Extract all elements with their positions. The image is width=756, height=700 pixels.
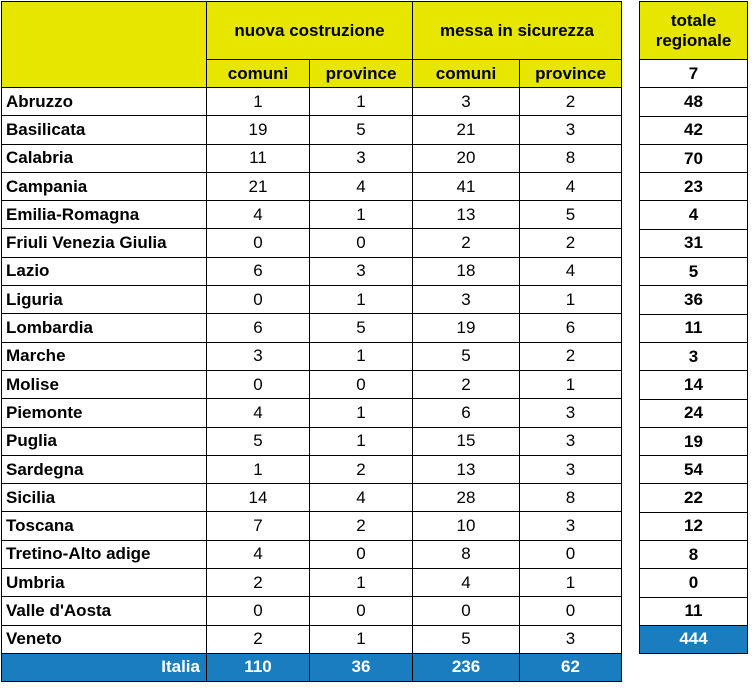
total-ms-province: 62: [520, 653, 622, 681]
totale-regionale-value: 7: [640, 60, 748, 88]
region-name: Sicilia: [2, 484, 207, 512]
ms-province-value: 6: [520, 314, 622, 342]
ms-province-value: 1: [520, 286, 622, 314]
nc-comuni-value: 7: [207, 512, 310, 540]
nc-province-value: 0: [310, 540, 413, 568]
ms-comuni-value: 8: [413, 540, 520, 568]
table-row: [2, 512, 622, 540]
region-name: Friuli Venezia Giulia: [2, 229, 207, 257]
table-row: [2, 257, 622, 285]
nc-comuni-value: 4: [207, 399, 310, 427]
totale-regionale-value: 42: [640, 116, 748, 144]
region-header-cell: [2, 2, 207, 88]
table-row: [2, 88, 622, 116]
grand-total-row: [640, 625, 748, 653]
nc-comuni-value: 6: [207, 257, 310, 285]
totale-regionale-value: 11: [640, 597, 748, 625]
ms-province-value: 4: [520, 257, 622, 285]
region-name: Campania: [2, 172, 207, 200]
nc-province-value: 1: [310, 399, 413, 427]
table-row: [2, 172, 622, 200]
total-row: [640, 456, 748, 484]
ms-comuni-value: 10: [413, 512, 520, 540]
total-row: [640, 258, 748, 286]
nc-province-value: 1: [310, 201, 413, 229]
table-row: [2, 201, 622, 229]
nc-comuni-value: 0: [207, 370, 310, 398]
region-name: Marche: [2, 342, 207, 370]
nc-comuni-value: 19: [207, 116, 310, 144]
region-name: Veneto: [2, 625, 207, 653]
table-row: [2, 370, 622, 398]
total-row: [640, 484, 748, 512]
ms-province-value: 8: [520, 484, 622, 512]
table-row: [2, 144, 622, 172]
total-row: [640, 116, 748, 144]
nc-province-value: 1: [310, 625, 413, 653]
ms-province-value: 0: [520, 597, 622, 625]
region-name: Umbria: [2, 569, 207, 597]
ms-comuni-value: 2: [413, 229, 520, 257]
header-totale-regionale: [640, 2, 748, 60]
total-row: [640, 229, 748, 257]
nc-comuni-value: 5: [207, 427, 310, 455]
header-totale-line2: regionale: [655, 30, 732, 50]
nc-comuni-value: 0: [207, 597, 310, 625]
ms-comuni-value: 3: [413, 88, 520, 116]
nc-comuni-value: 4: [207, 540, 310, 568]
totale-regionale-value: 70: [640, 144, 748, 172]
table-row: [2, 597, 622, 625]
totale-regionale-value: 5: [640, 258, 748, 286]
total-row: [640, 512, 748, 540]
nc-comuni-value: 6: [207, 314, 310, 342]
nc-comuni-value: 3: [207, 342, 310, 370]
total-row: [640, 597, 748, 625]
region-name: Basilicata: [2, 116, 207, 144]
total-row: [640, 427, 748, 455]
ms-province-value: 0: [520, 540, 622, 568]
table-row: [2, 569, 622, 597]
totale-regionale-value: 31: [640, 229, 748, 257]
nc-comuni-value: 1: [207, 88, 310, 116]
total-row: [640, 371, 748, 399]
header-messa-in-sicurezza: messa in sicurezza: [413, 2, 622, 60]
ms-comuni-value: 41: [413, 172, 520, 200]
ms-comuni-value: 5: [413, 625, 520, 653]
table-row: [2, 116, 622, 144]
grand-total-value: 444: [640, 625, 748, 653]
total-row: [640, 144, 748, 172]
ms-province-value: 4: [520, 172, 622, 200]
subheader-nc-comuni: comuni: [207, 60, 310, 88]
ms-province-value: 2: [520, 229, 622, 257]
ms-comuni-value: 21: [413, 116, 520, 144]
nc-province-value: 1: [310, 286, 413, 314]
nc-comuni-value: 0: [207, 229, 310, 257]
table-row: [2, 427, 622, 455]
ms-comuni-value: 18: [413, 257, 520, 285]
total-row: [640, 342, 748, 370]
subheader-ms-province: province: [520, 60, 622, 88]
totale-regionale-value: 48: [640, 88, 748, 116]
header-nuova-costruzione: nuova costruzione: [207, 2, 413, 60]
ms-comuni-value: 0: [413, 597, 520, 625]
totale-regionale-value: 11: [640, 314, 748, 342]
region-name: Valle d'Aosta: [2, 597, 207, 625]
subheader-ms-comuni: comuni: [413, 60, 520, 88]
totale-regionale-value: 22: [640, 484, 748, 512]
table-row: [2, 455, 622, 483]
table-row: [2, 399, 622, 427]
region-name: Lombardia: [2, 314, 207, 342]
nc-province-value: 2: [310, 512, 413, 540]
nc-province-value: 4: [310, 484, 413, 512]
ms-province-value: 3: [520, 455, 622, 483]
region-name: Lazio: [2, 257, 207, 285]
ms-province-value: 3: [520, 399, 622, 427]
nc-province-value: 3: [310, 257, 413, 285]
totale-regionale-value: 4: [640, 201, 748, 229]
total-row: [640, 541, 748, 569]
totale-regionale-value: 54: [640, 456, 748, 484]
nc-province-value: 1: [310, 569, 413, 597]
nc-comuni-value: 0: [207, 286, 310, 314]
total-row: [640, 173, 748, 201]
ms-province-value: 2: [520, 342, 622, 370]
table-row: [2, 484, 622, 512]
region-name: Liguria: [2, 286, 207, 314]
total-nc-comuni: 110: [207, 653, 310, 681]
ms-comuni-value: 2: [413, 370, 520, 398]
nc-province-value: 5: [310, 314, 413, 342]
region-name: Tretino-Alto adige: [2, 540, 207, 568]
nc-province-value: 0: [310, 229, 413, 257]
ms-comuni-value: 3: [413, 286, 520, 314]
ms-province-value: 1: [520, 370, 622, 398]
table-row: [2, 342, 622, 370]
region-name: Sardegna: [2, 455, 207, 483]
total-ms-comuni: 236: [413, 653, 520, 681]
totale-regionale-value: 19: [640, 427, 748, 455]
table-row: [2, 625, 622, 653]
table-row: [2, 314, 622, 342]
ms-comuni-value: 19: [413, 314, 520, 342]
total-row: [640, 569, 748, 597]
nc-province-value: 1: [310, 427, 413, 455]
region-name: Piemonte: [2, 399, 207, 427]
ms-province-value: 3: [520, 427, 622, 455]
total-nc-province: 36: [310, 653, 413, 681]
table-row: [2, 286, 622, 314]
ms-province-value: 3: [520, 512, 622, 540]
ms-province-value: 1: [520, 569, 622, 597]
nc-province-value: 1: [310, 88, 413, 116]
nc-province-value: 3: [310, 144, 413, 172]
nc-comuni-value: 2: [207, 625, 310, 653]
subheader-nc-province: province: [310, 60, 413, 88]
totale-regionale-value: 0: [640, 569, 748, 597]
ms-province-value: 3: [520, 116, 622, 144]
total-row: [640, 399, 748, 427]
regional-data-table: [1, 1, 622, 682]
region-name: Emilia-Romagna: [2, 201, 207, 229]
ms-province-value: 2: [520, 88, 622, 116]
ms-comuni-value: 15: [413, 427, 520, 455]
nc-comuni-value: 1: [207, 455, 310, 483]
totale-regionale-value: 8: [640, 541, 748, 569]
region-name: Puglia: [2, 427, 207, 455]
ms-province-value: 5: [520, 201, 622, 229]
nc-province-value: 5: [310, 116, 413, 144]
totale-regionale-value: 3: [640, 342, 748, 370]
total-row: [640, 60, 748, 88]
total-row: [640, 88, 748, 116]
nc-comuni-value: 11: [207, 144, 310, 172]
ms-province-value: 8: [520, 144, 622, 172]
ms-comuni-value: 13: [413, 201, 520, 229]
nc-comuni-value: 14: [207, 484, 310, 512]
region-name: Abruzzo: [2, 88, 207, 116]
total-row: [640, 201, 748, 229]
italia-label: Italia: [2, 653, 207, 681]
total-row: [640, 314, 748, 342]
nc-comuni-value: 2: [207, 569, 310, 597]
nc-province-value: 1: [310, 342, 413, 370]
totale-regionale-value: 24: [640, 399, 748, 427]
totale-regionale-value: 14: [640, 371, 748, 399]
table-row: [2, 229, 622, 257]
nc-province-value: 4: [310, 172, 413, 200]
nc-comuni-value: 4: [207, 201, 310, 229]
ms-comuni-value: 5: [413, 342, 520, 370]
nc-province-value: 0: [310, 597, 413, 625]
nc-province-value: 2: [310, 455, 413, 483]
totale-regionale-value: 23: [640, 173, 748, 201]
ms-province-value: 3: [520, 625, 622, 653]
region-name: Toscana: [2, 512, 207, 540]
ms-comuni-value: 4: [413, 569, 520, 597]
total-row: [640, 286, 748, 314]
region-name: Molise: [2, 370, 207, 398]
nc-province-value: 0: [310, 370, 413, 398]
ms-comuni-value: 13: [413, 455, 520, 483]
header-totale-line1: totale: [670, 10, 717, 30]
totals-row: [2, 653, 622, 681]
table-row: [2, 540, 622, 568]
ms-comuni-value: 28: [413, 484, 520, 512]
totale-regionale-value: 12: [640, 512, 748, 540]
ms-comuni-value: 20: [413, 144, 520, 172]
region-name: Calabria: [2, 144, 207, 172]
totale-regionale-value: 36: [640, 286, 748, 314]
nc-comuni-value: 21: [207, 172, 310, 200]
regional-total-table: [639, 1, 748, 654]
ms-comuni-value: 6: [413, 399, 520, 427]
